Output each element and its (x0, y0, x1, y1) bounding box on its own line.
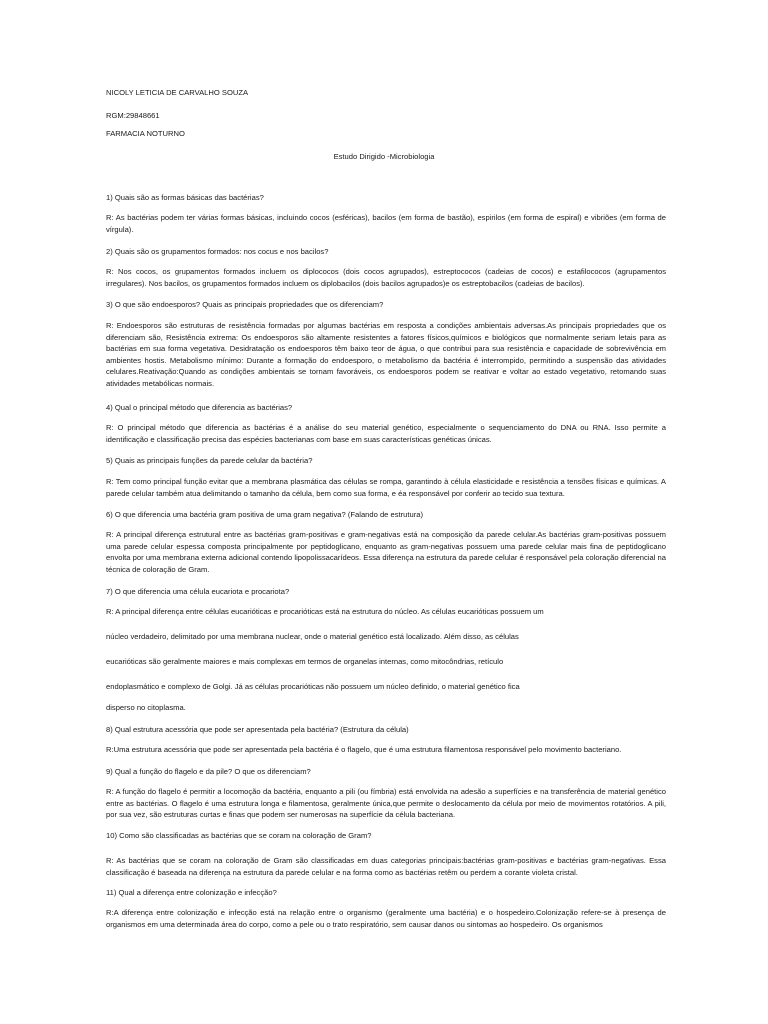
answer-6: R: A principal diferença estrutural entre as bactérias gram-positivas e gram-negativas está na composição da parede celular.As bactérias gram-positivas possuem uma parede celular espessa composta principalmente por peptidoglicano, enquanto as gram-negativas possuem uma parede celular mais fina de peptidoglicano envolta por uma membrana externa adicional contendo lipopolissacarídeos. Essa diferença na estrutura da parede celular é responsável pela coloração diferencial na técnica de coloração de Gram. (106, 530, 666, 574)
question-10: 10) Como são classificadas as bactérias que se coram na coloração de Gram? (106, 831, 372, 840)
answer-7-line-1: R: A principal diferença entre células eucarióticas e procarióticas está na estrutura do núcleo. As células eucarióticas possuem um (106, 607, 544, 616)
question-6: 6) O que diferencia uma bactéria gram positiva de uma gram negativa? (Falando de estrutura) (106, 510, 423, 519)
question-11: 11) Qual a diferença entre colonização e infecção? (106, 888, 277, 897)
question-7: 7) O que diferencia uma célula eucariota e procariota? (106, 587, 290, 596)
answer-5: R: Tem como principal função evitar que a membrana plasmática das células se rompa, garantindo à célula elasticidade e resistência a tensões físicas e químicas. A parede celular também atua delimitando o tamanho da célula, bem como sua forma, e éa responsável por conferir ao tecido sua textura. (106, 477, 666, 498)
question-1: 1) Quais são as formas básicas das bactérias? (106, 193, 264, 202)
document-title: Estudo Dirigido -Microbiologia (333, 152, 435, 161)
answer-7-line-4: endoplasmático e complexo de Golgi. Já as células procarióticas não possuem um núcleo definido, o material genético fica (106, 682, 520, 691)
answer-7-line-2: núcleo verdadeiro, delimitado por uma membrana nuclear, onde o material genético está localizado. Além disso, as células (106, 632, 519, 641)
student-name: NICOLY LETICIA DE CARVALHO SOUZA (106, 88, 249, 97)
answer-8: R:Uma estrutura acessória que pode ser apresentada pela bactéria é o flagelo, que é uma estrutura filamentosa responsável pelo movimento bacteriano. (106, 745, 622, 754)
question-4: 4) Qual o principal método que diferencia as bactérias? (106, 403, 293, 412)
answer-1: R: As bactérias podem ter várias formas básicas, incluindo cocos (esféricas), bacilos (em forma de bastão), espirilos (em forma de espiral) e vibriões (em forma de vírgula). (106, 213, 666, 234)
answer-4: R: O principal método que diferencia as bactérias é a análise do seu material genético, especialmente o sequenciamento do DNA ou RNA. Isso permite a identificação e classificação precisa das espécies bacterianas com base em suas características genéticas únicas. (106, 423, 666, 444)
question-8: 8) Qual estrutura acessória que pode ser apresentada pela bactéria? (Estrutura da célula) (106, 725, 409, 734)
answer-10: R: As bactérias que se coram na coloração de Gram são classificadas em duas categorias principais:bactérias gram-positivas e bactérias gram-negativas. Essa classificação é baseada na diferença na estrutura da parede celular e na forma como as bactérias retêm ou perdem a corante violeta cristal. (106, 856, 666, 877)
answer-3: R: Endoesporos são estruturas de resistência formadas por algumas bactérias em resposta a condições ambientais adversas.As principais propriedades que os diferenciam são, Resistência extrema: Os endoesporos são altamente resistentes a fatores físicos,químicos e biológicos que normalmente seriam letais para as bactérias em sua forma vegetativa. Desidratação os endoesporos têm baixo teor de água, o que contribui para sua resistência e capacidade de sobrevivência em ambientes hostis. Metabolismo mínimo: Durante a formação do endoesporo, o metabolismo da bactéria é interrompido, permitindo a suspensão das atividades celulares.Reativação:Quando as condições ambientais se tornam favoráveis, os endoesporos podem se reativar e voltar ao estado vegetativo, retomando suas atividades metabólicas normais. (106, 321, 666, 388)
course-label: FARMACIA NOTURNO (106, 129, 185, 138)
student-rgm: RGM:29848661 (106, 111, 160, 120)
question-3: 3) O que são endoesporos? Quais as principais propriedades que os diferenciam? (106, 300, 384, 309)
answer-2: R: Nos cocos, os grupamentos formados incluem os diplococos (dois cocos agrupados), estreptococos (cadeias de cocos) e estafilococos (agrupamentos irregulares). Nos bacilos, os grupamentos formados incluem os diplobacilos (dois bacilos agrupados)e os estreptobacilos (cadeias de bacilos). (106, 267, 666, 288)
question-5: 5) Quais as principais funções da parede celular da bactéria? (106, 456, 313, 465)
answer-9: R: A função do flagelo é permitir a locomoção da bactéria, enquanto a pili (ou fímbria) está envolvida na adesão a superfícies e na transferência de material genético entre as bactérias. O flagelo é uma estrutura longa e filamentosa, geralmente única,que permite o deslocamento da célula por meio de movimentos rotatórios. A pili, por sua vez, são estruturas curtas e finas que podem ser numerosas na superfície da célula bacteriana. (106, 787, 666, 820)
answer-11: R:A diferença entre colonização e infecção está na relação entre o organismo (geralmente uma bactéria) e o hospedeiro.Colonização refere-se à presença de organismos em uma determinada área do corpo, como a pele ou o trato respiratório, sem causar danos ou sintomas ao hospedeiro. Os organismos (106, 908, 666, 929)
question-2: 2) Quais são os grupamentos formados: nos cocus e nos bacilos? (106, 247, 329, 256)
question-9: 9) Qual a função do flagelo e da pile? O que os diferenciam? (106, 767, 311, 776)
answer-7-line-3: eucarióticas são geralmente maiores e mais complexas em termos de organelas internas, como mitocôndrias, retículo (106, 657, 504, 666)
answer-7-line-5: disperso no citoplasma. (106, 703, 186, 712)
